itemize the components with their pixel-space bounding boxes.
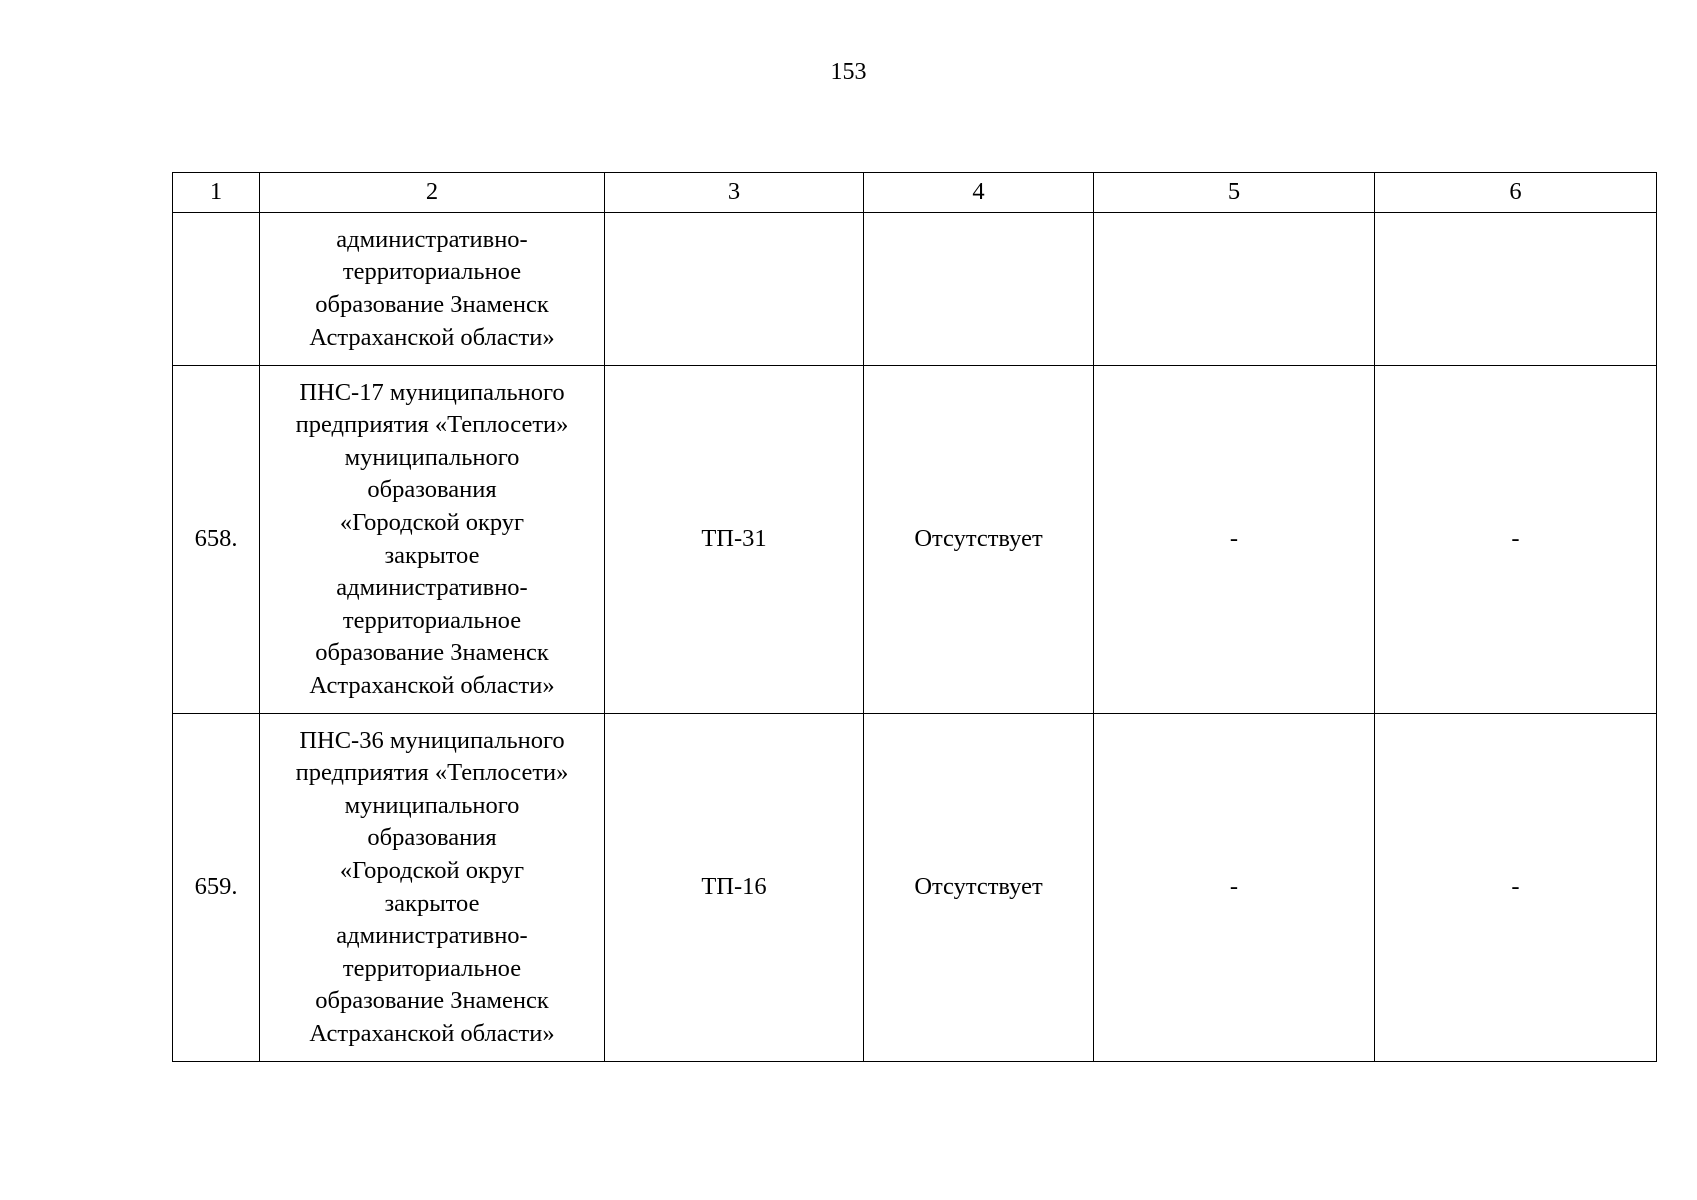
column-header-2: 2 [260,173,605,213]
column-header-5: 5 [1094,173,1375,213]
tp-cell: ТП-31 [605,366,864,714]
data-table [172,172,1657,1062]
table-header-row [173,173,1657,213]
table-row [173,714,1657,1062]
status-cell: Отсутствует [864,366,1094,714]
object-name-cell: ПНС-36 муниципального предприятия «Теплосети» муниципального образования «Городской округ закрытое административно- территориальное образование Знаменск Астраханской области» [260,714,605,1062]
column-header-4: 4 [864,173,1094,213]
col5-cell [1094,213,1375,366]
column-header-3: 3 [605,173,864,213]
row-number-cell: 658. [173,366,260,714]
row-number-cell: 659. [173,714,260,1062]
col5-cell: - [1094,366,1375,714]
tp-cell [605,213,864,366]
col6-cell: - [1375,714,1657,1062]
col6-cell: - [1375,366,1657,714]
col5-cell: - [1094,714,1375,1062]
row-number-cell [173,213,260,366]
object-name-cell: ПНС-17 муниципального предприятия «Теплосети» муниципального образования «Городской округ закрытое административно- территориальное образование Знаменск Астраханской области» [260,366,605,714]
tp-cell: ТП-16 [605,714,864,1062]
status-cell [864,213,1094,366]
column-header-6: 6 [1375,173,1657,213]
table-row [173,366,1657,714]
page-number: 153 [830,59,867,85]
table-row-continuation [173,213,1657,366]
col6-cell [1375,213,1657,366]
status-cell: Отсутствует [864,714,1094,1062]
object-name-cell: административно- территориальное образование Знаменск Астраханской области» [260,213,605,366]
column-header-1: 1 [173,173,260,213]
